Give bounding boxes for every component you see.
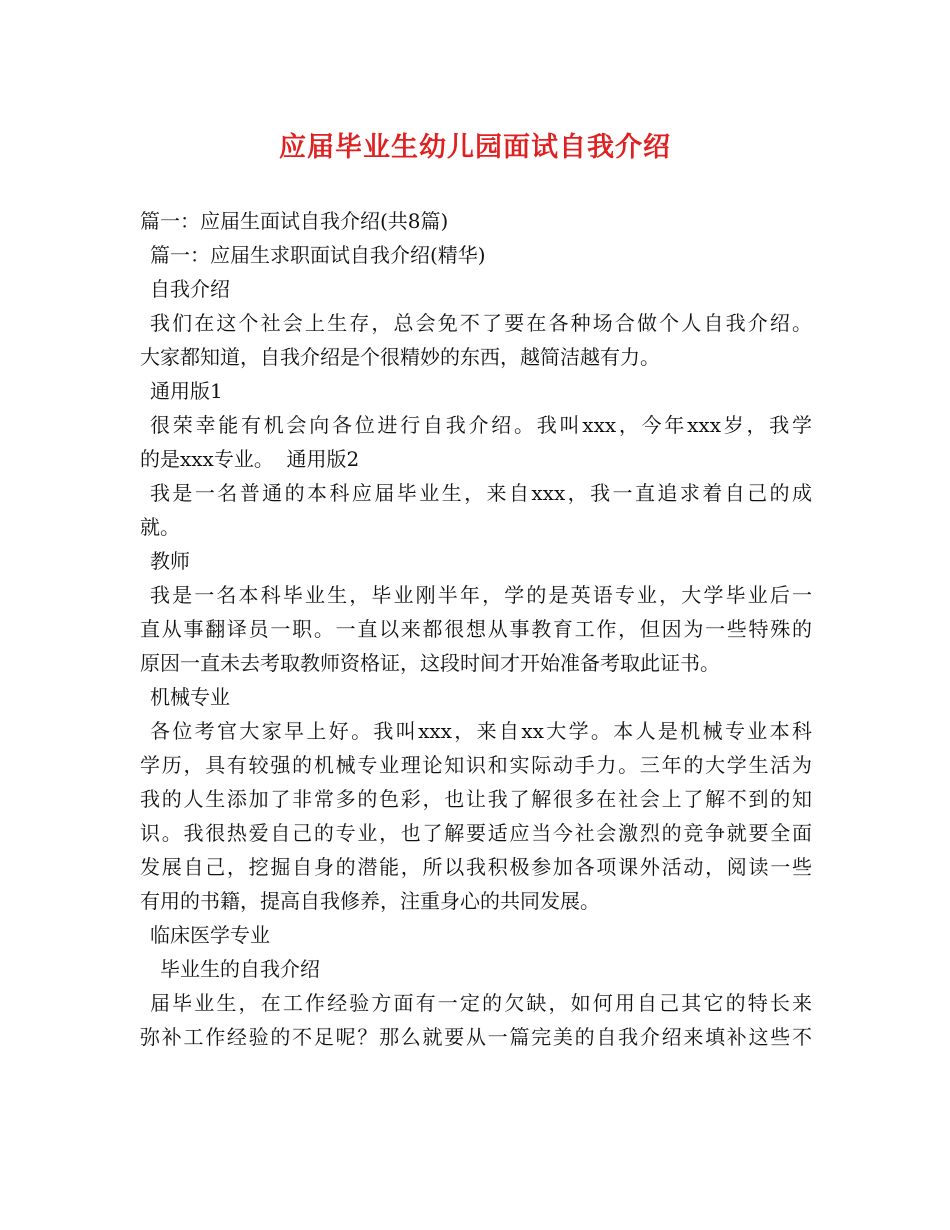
text-line: 直从事翻译员一职。一直以来都很想从事教育工作，但因为一些特殊的 bbox=[140, 617, 812, 641]
text-line: 各位考官大家早上好。我叫xxx，来自xx大学。本人是机械专业本科 bbox=[150, 719, 812, 743]
text-line: 篇一：应届生面试自我介绍(共8篇) bbox=[140, 209, 449, 233]
text-line: 我的人生添加了非常多的色彩，也让我了解很多在社会上了解不到的知 bbox=[140, 787, 812, 811]
text-line: 毕业生的自我介绍 bbox=[160, 957, 320, 981]
text-line: 识。我很热爱自己的专业，也了解要适应当今社会激烈的竞争就要全面 bbox=[140, 821, 812, 845]
text-line: 我们在这个社会上生存，总会免不了要在各种场合做个人自我介绍。 bbox=[150, 311, 812, 335]
document-title: 应届毕业生幼儿园面试自我介绍 bbox=[279, 132, 671, 163]
text-line: 就。 bbox=[140, 515, 180, 539]
text-line: 机械专业 bbox=[150, 685, 230, 709]
text-line: 篇一：应届生求职面试自我介绍(精华) bbox=[150, 243, 486, 267]
text-line: 有用的书籍，提高自我修养，注重身心的共同发展。 bbox=[140, 889, 600, 913]
text-line: 大家都知道，自我介绍是个很精妙的东西，越简洁越有力。 bbox=[140, 345, 660, 369]
text-line: 我是一名普通的本科应届毕业生，来自xxx，我一直追求着自己的成 bbox=[150, 481, 812, 505]
text-line: 学历，具有较强的机械专业理论知识和实际动手力。三年的大学生活为 bbox=[140, 753, 812, 777]
text-line: 教师 bbox=[150, 549, 190, 573]
text-line: 发展自己，挖掘自身的潜能，所以我积极参加各项课外活动，阅读一些 bbox=[140, 855, 812, 879]
text-line: 的是xxx专业。 通用版2 bbox=[140, 447, 360, 471]
text-line: 原因一直未去考取教师资格证，这段时间才开始准备考取此证书。 bbox=[140, 651, 720, 675]
text-line: 很荣幸能有机会向各位进行自我介绍。我叫xxx，今年xxx岁，我学 bbox=[150, 413, 812, 437]
text-line: 弥补工作经验的不足呢？那么就要从一篇完美的自我介绍来填补这些不 bbox=[140, 1025, 812, 1049]
text-line: 自我介绍 bbox=[150, 277, 230, 301]
text-line: 通用版1 bbox=[150, 379, 223, 403]
document-body bbox=[140, 204, 812, 1054]
text-line: 临床医学专业 bbox=[150, 923, 270, 947]
text-line: 我是一名本科毕业生，毕业刚半年，学的是英语专业，大学毕业后一 bbox=[150, 583, 812, 607]
text-line: 届毕业生，在工作经验方面有一定的欠缺，如何用自己其它的特长来 bbox=[150, 991, 812, 1015]
